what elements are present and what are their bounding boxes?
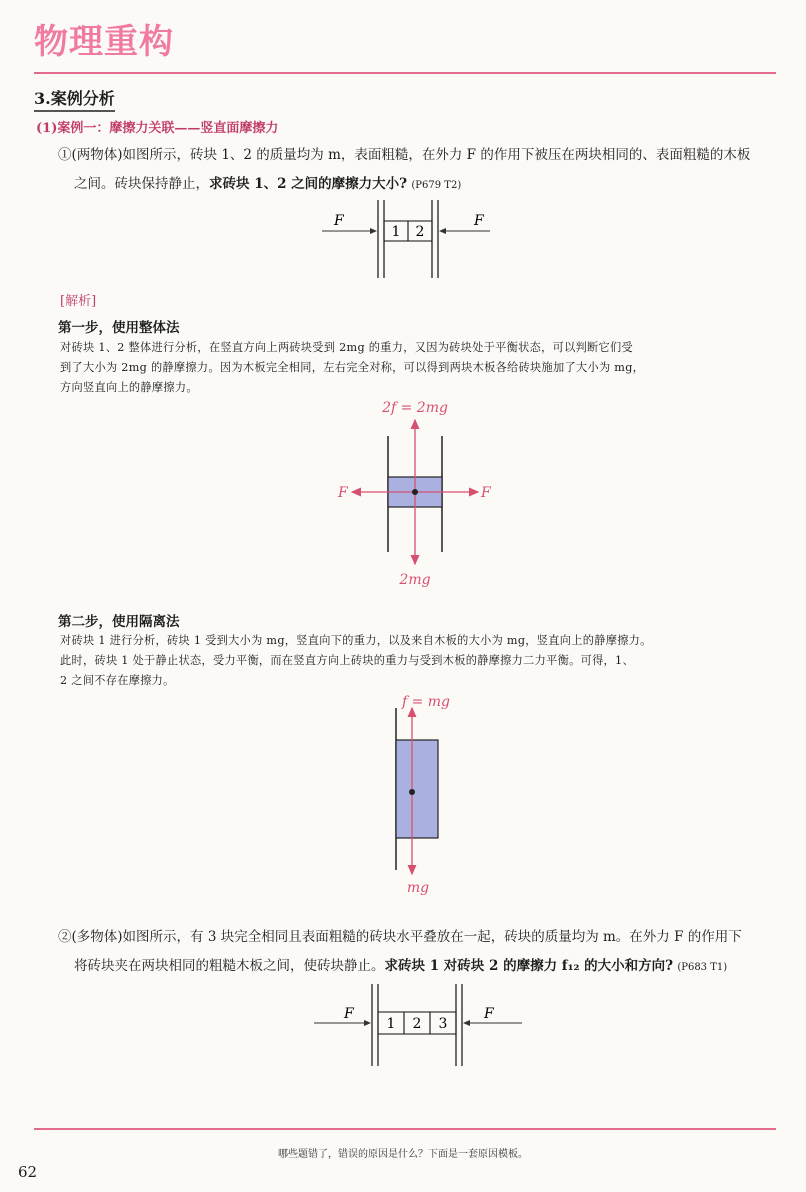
case1-ref: (P679 T2) <box>411 180 462 191</box>
step1-line2: 到了大小为 2mg 的静摩擦力。因为木板完全相同，左右完全对称，可以得到两块木板各给砖块施加了大小为 mg， <box>60 361 645 374</box>
step2-line1: 对砖块 1 进行分析，砖块 1 受到大小为 mg，竖直向下的重力，以及来自木板的大小为 mg，竖直向上的静摩擦力。 <box>60 634 652 647</box>
case2-line2-plain: 将砖块夹在两块相同的粗糙木板之间，使砖块静止。 <box>74 958 385 974</box>
case1-title: (1)案例一：摩擦力关联——竖直面摩擦力 <box>36 121 279 136</box>
step2-up-label: f = mg <box>401 694 451 710</box>
analysis-tag: [解析] <box>60 294 97 309</box>
section-title: 3.案例分析 <box>34 86 115 112</box>
brand-title: 物理重构 <box>34 22 174 62</box>
case1-question: 求砖块 1、2 之间的摩擦力大小? <box>209 176 408 192</box>
step1-line1: 对砖块 1、2 整体进行分析，在竖直方向上两砖块受到 2mg 的重力，又因为砖块处于平衡状态，可以判断它们受 <box>60 341 633 354</box>
case2-brick-2-label: 2 <box>412 1016 422 1032</box>
step2-line2: 此时，砖块 1 处于静止状态，受力平衡，而在竖直方向上砖块的重力与受到木板的静摩擦力二力平衡。可得，1、 <box>60 654 634 667</box>
case2-force-left-label: F <box>344 1006 354 1022</box>
force-left-label: F <box>334 213 344 229</box>
step1-line3: 方向竖直向上的静摩擦力。 <box>60 381 198 394</box>
brick-2-label: 2 <box>415 224 425 240</box>
case2-line1: ②(多物体)如图所示，有 3 块完全相同且表面粗糙的砖块水平叠放在一起，砖块的质量均为 m。在外力 F 的作用下 <box>58 929 742 945</box>
case2-line2 <box>74 954 727 974</box>
case2-question: 求砖块 1 对砖块 2 的摩擦力 f₁₂ 的大小和方向? <box>384 958 674 974</box>
force-right-label: F <box>474 213 484 229</box>
footer-rule <box>34 1128 776 1130</box>
step2-down-label: mg <box>406 880 430 896</box>
page-number: 62 <box>18 1163 38 1181</box>
case1-line2 <box>74 172 461 192</box>
case2-brick-1-label: 1 <box>386 1016 396 1032</box>
step2-figure <box>360 688 470 900</box>
step1-left-label: F <box>338 485 348 501</box>
case1-line1: ①(两物体)如图所示，砖块 1、2 的质量均为 m，表面粗糙，在外力 F 的作用下被压在两块相同的、表面粗糙的木板 <box>58 147 751 163</box>
footer-note: 哪些题错了，错误的原因是什么？下面是一套原因模板。 <box>278 1149 528 1160</box>
case2-brick-3-label: 3 <box>438 1016 448 1032</box>
step1-down-label: 2mg <box>399 572 431 588</box>
case2-force-right-label: F <box>484 1006 494 1022</box>
step1-figure <box>330 392 500 592</box>
case2-figure <box>306 982 532 1068</box>
step1-right-label: F <box>481 485 491 501</box>
case1-figure <box>316 198 496 280</box>
case2-ref: (P683 T1) <box>677 962 728 973</box>
step2-brick <box>396 740 438 838</box>
brick-1-label: 1 <box>391 224 401 240</box>
case1-line2-plain: 之间。砖块保持静止， <box>74 176 209 192</box>
step1-up-label: 2f = 2mg <box>382 400 448 416</box>
step2-title: 第二步，使用隔离法 <box>58 614 180 630</box>
step1-title: 第一步，使用整体法 <box>58 320 180 336</box>
step2-line3: 2 之间不存在摩擦力。 <box>60 674 175 687</box>
header-rule <box>34 72 776 74</box>
